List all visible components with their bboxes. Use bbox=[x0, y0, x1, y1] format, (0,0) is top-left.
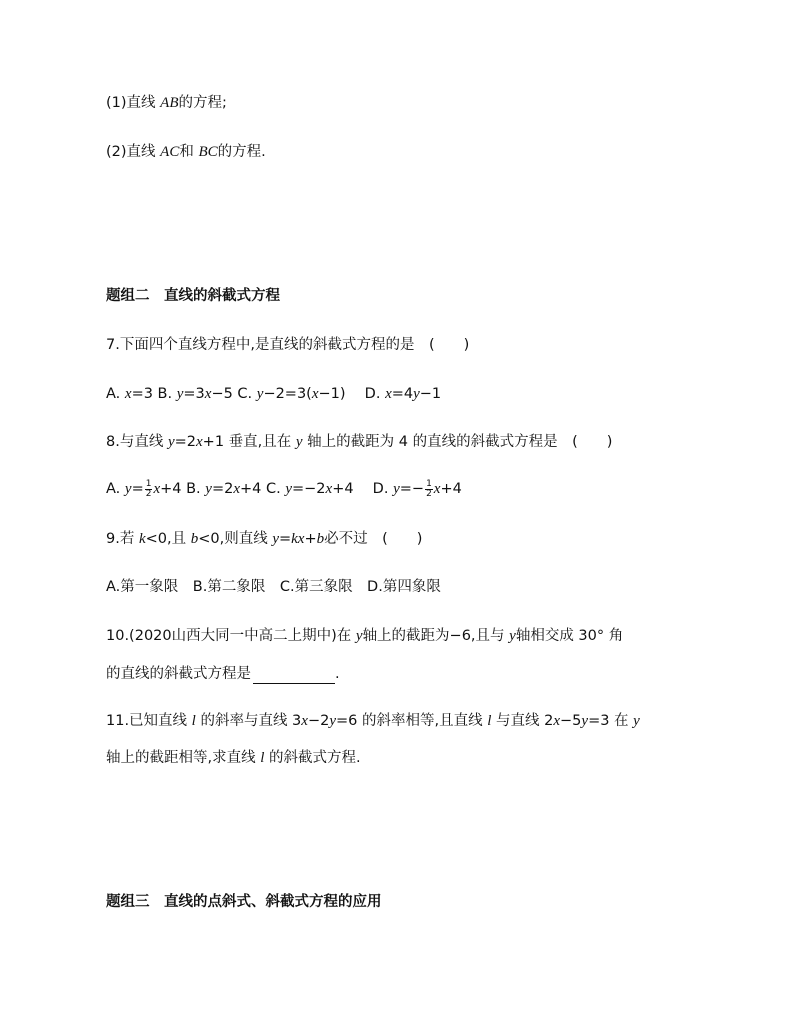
q10-line2: 的直线的斜截式方程是 . bbox=[106, 666, 340, 682]
q7-options: A. x=3 B. y=3x−5 C. y−2=3(x−1) D. x=4y−1 bbox=[106, 386, 442, 402]
q10-line1: 10.(2020山西大同一中高二上期中)在 y轴上的截距为−6,且与 y轴相交成 30° 角 bbox=[106, 628, 624, 644]
q8-options: A. y= $\frac{1}{2}$ x+4 B. y=2x+4 C. y=−2x+4 D. y=− $\frac{1}{2}$ x+4 bbox=[106, 478, 462, 499]
q9-options: A.第一象限 B.第二象限 C.第三象限 D.第四象限 bbox=[106, 579, 441, 595]
group2-heading: 题组二 直线的斜截式方程 bbox=[106, 288, 280, 304]
q6-part1: (1)直线 AB的方程; bbox=[106, 95, 227, 111]
q8-stem: 8.与直线 y=2x+1 垂直,且在 y 轴上的截距为 4 的直线的斜截式方程是 ( ) bbox=[106, 434, 613, 450]
q11-line1: 11.已知直线 l 的斜率与直线 3x−2y=6 的斜率相等,且直线 l 与直线 2x−5y=3 在 y bbox=[106, 713, 640, 729]
q6-part2: (2)直线 AC和 BC的方程. bbox=[106, 144, 266, 160]
fraction-one-half: $\frac{1}{2}$ bbox=[145, 478, 152, 499]
q7-stem: 7.下面四个直线方程中,是直线的斜截式方程的是 ( ) bbox=[106, 337, 470, 353]
q9-stem: 9.若 k<0,且 b<0,则直线 y=kx+b必不过 ( ) bbox=[106, 531, 423, 547]
q11-line2: 轴上的截距相等,求直线 l 的斜截式方程. bbox=[106, 750, 361, 766]
group3-heading: 题组三 直线的点斜式、斜截式方程的应用 bbox=[106, 894, 382, 910]
fraction-one-half: $\frac{1}{2}$ bbox=[426, 478, 432, 499]
answer-blank[interactable] bbox=[253, 669, 335, 684]
